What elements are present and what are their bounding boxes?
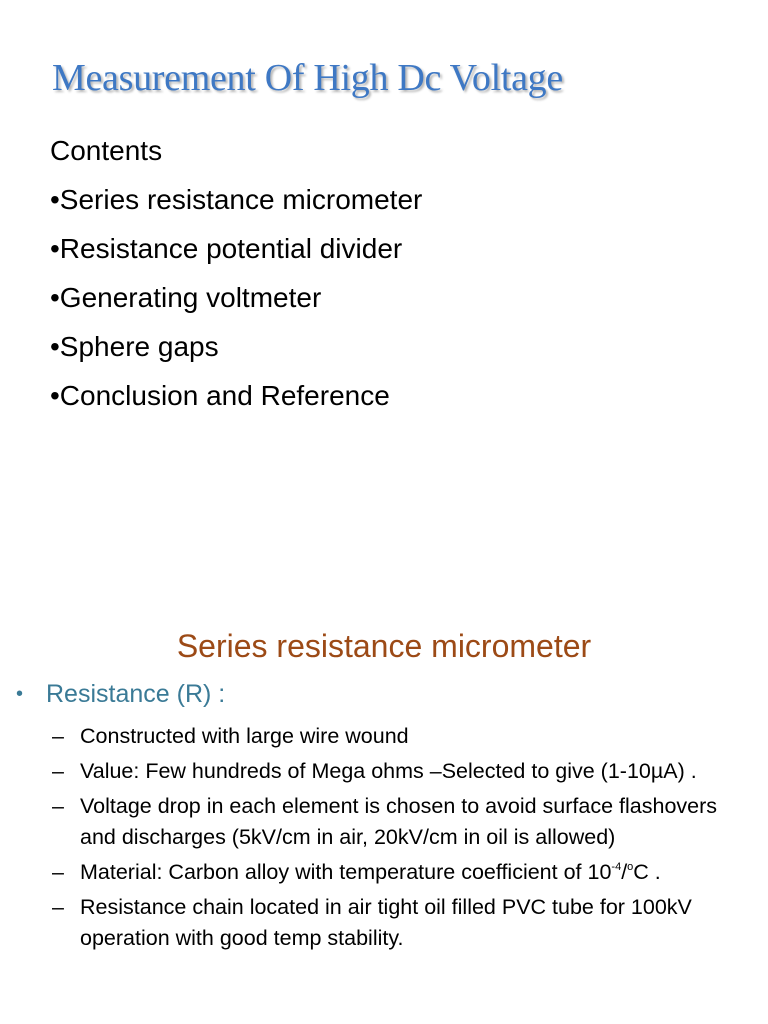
slide-title: Series resistance micrometer — [176, 628, 592, 664]
bullet-text: Resistance (R) : — [46, 680, 226, 708]
sub-bullet-text: Value: Few hundreds of Mega ohms –Selected to give (1-10µA) . — [80, 759, 697, 783]
dash-icon: – — [52, 895, 64, 919]
contents-item: •Conclusion and Reference — [50, 380, 390, 411]
unit-suffix: C . — [633, 860, 661, 884]
contents-item: •Series resistance micrometer — [50, 184, 423, 215]
contents-item: •Resistance potential divider — [50, 233, 403, 264]
sub-bullet-text: Resistance chain located in air tight oil filled PVC tube for 100kV operation with good temp stability. — [80, 895, 692, 950]
dash-icon: – — [52, 759, 64, 783]
sub-bullet-item — [52, 721, 752, 752]
bullet-dot-icon: • — [16, 683, 24, 705]
bullet-item — [16, 680, 225, 709]
slide-title: Measurement Of High Dc Voltage — [52, 57, 563, 99]
contents-item: •Generating voltmeter — [50, 282, 322, 313]
sub-bullet-text: Voltage drop in each element is chosen to avoid surface flashovers and discharges (5kV/cm in air, 20kV/cm in oil is allowed) — [80, 794, 718, 849]
degree-symbol: o — [627, 861, 634, 873]
exponent: -4 — [611, 861, 622, 873]
sub-bullet-item — [52, 756, 752, 787]
dash-icon: – — [52, 794, 64, 818]
dash-icon: – — [52, 860, 64, 884]
slide-series-resistance — [0, 600, 768, 1024]
contents-item: •Sphere gaps — [50, 331, 219, 362]
contents-heading: Contents — [50, 135, 163, 166]
sub-bullet-list — [52, 721, 752, 958]
sub-bullet-item — [52, 791, 752, 853]
dash-icon: – — [52, 724, 64, 748]
sub-bullet-text: Constructed with large wire wound — [80, 724, 409, 748]
sub-bullet-text: Material: Carbon alloy with temperature coefficient of 10 — [80, 860, 612, 884]
slash: / — [621, 860, 628, 884]
sub-bullet-item — [52, 892, 752, 954]
contents-list — [50, 126, 422, 420]
sub-bullet-item — [52, 857, 752, 888]
